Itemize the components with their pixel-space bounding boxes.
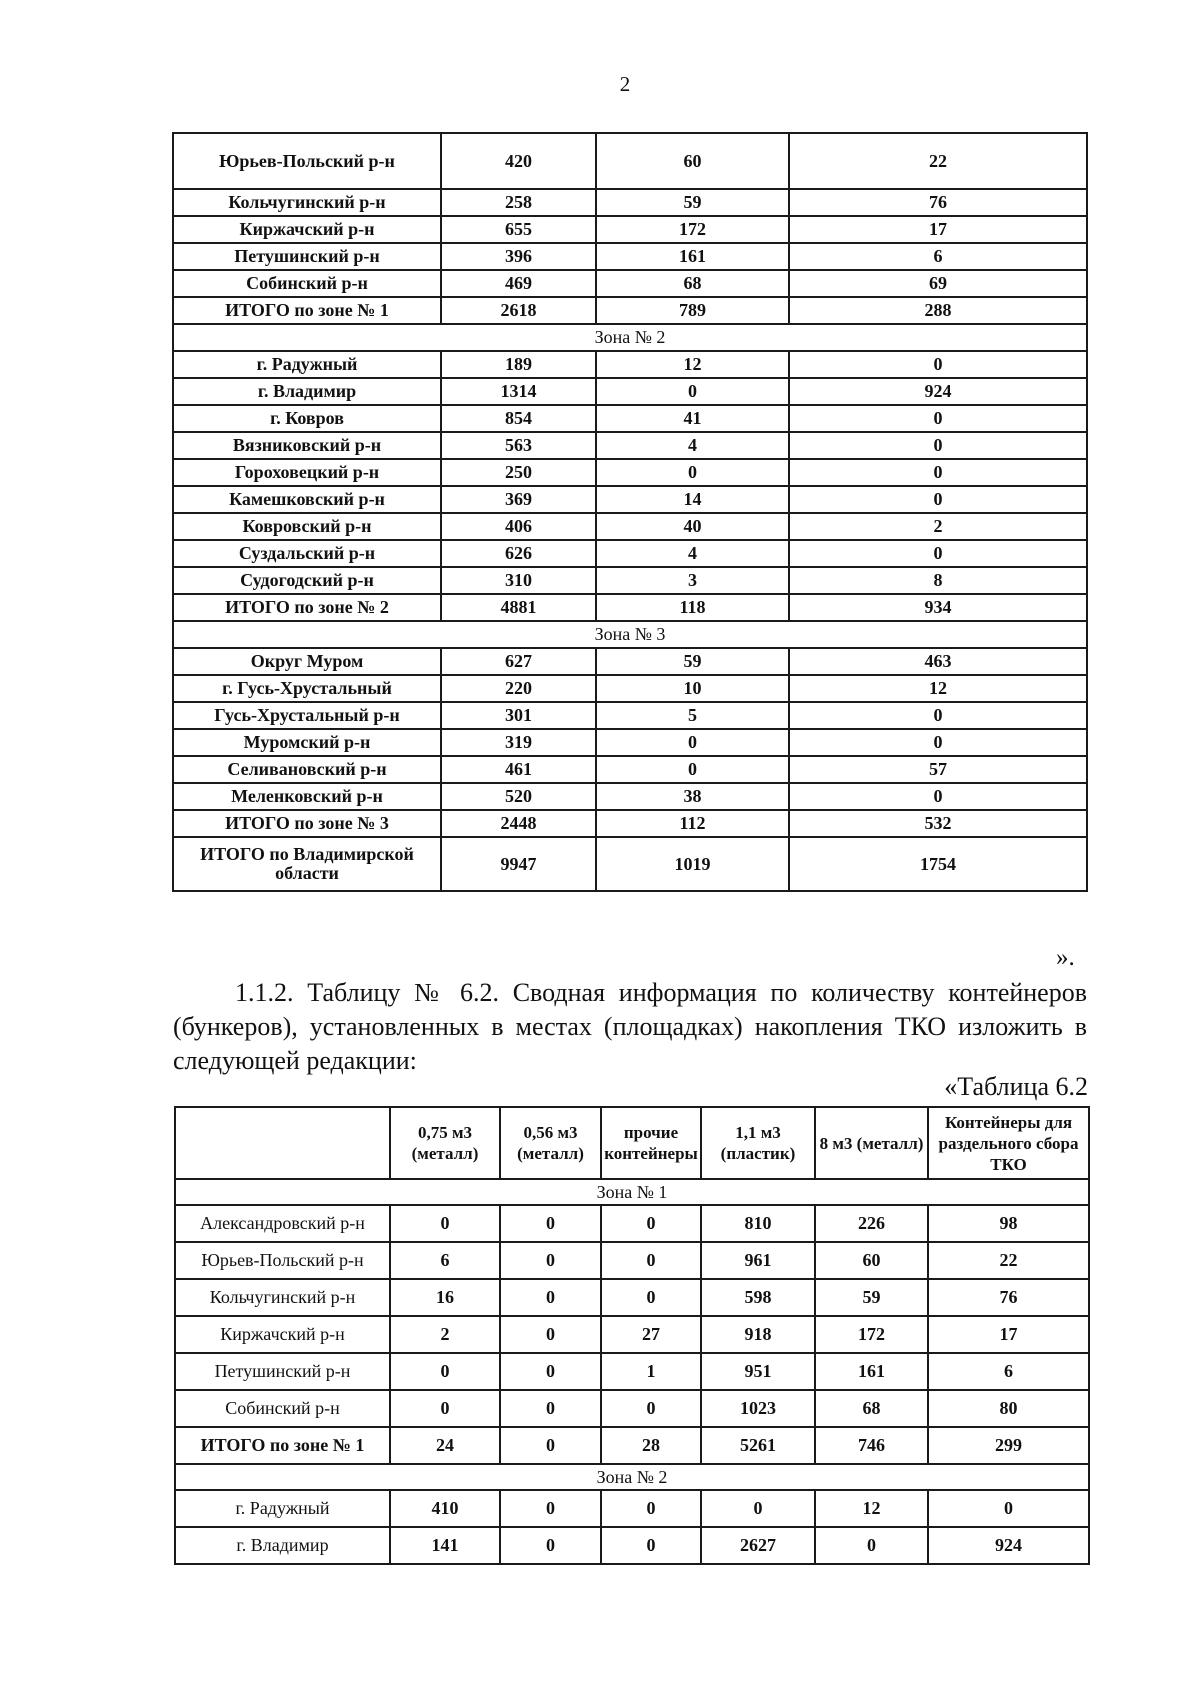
district-name-cell: Юрьев-Польский р-н (173, 133, 441, 189)
table-row (173, 378, 1087, 405)
value-cell: 627 (441, 648, 596, 675)
table-row (173, 189, 1087, 216)
value-cell: 40 (596, 513, 789, 540)
value-cell: 59 (815, 1279, 928, 1316)
table-row (173, 513, 1087, 540)
district-name-cell: Селивановский р-н (173, 756, 441, 783)
zone-label: Зона № 2 (173, 324, 1087, 351)
value-cell: 520 (441, 783, 596, 810)
amendment-text: 1.1.2. Таблицу № 6.2. Сводная информация по количеству контейнеров (бункеров), установленных в местах (площадках) накопления ТКО изложить в следующей редакции: (173, 978, 1087, 1075)
value-cell: 3 (596, 567, 789, 594)
value-cell: 0 (500, 1205, 601, 1242)
value-cell: 2 (390, 1316, 500, 1353)
value-cell: 310 (441, 567, 596, 594)
value-cell: 746 (815, 1427, 928, 1464)
value-cell: 406 (441, 513, 596, 540)
value-cell: 68 (596, 270, 789, 297)
value-cell: 0 (928, 1490, 1089, 1527)
zone-label: Зона № 3 (173, 621, 1087, 648)
value-cell: 410 (390, 1490, 500, 1527)
value-cell: 1023 (701, 1390, 815, 1427)
value-cell: 68 (815, 1390, 928, 1427)
value-cell: 0 (789, 783, 1087, 810)
value-cell: 0 (789, 432, 1087, 459)
column-header (175, 1107, 390, 1179)
value-cell: 420 (441, 133, 596, 189)
table-row (173, 486, 1087, 513)
value-cell: 0 (390, 1353, 500, 1390)
value-cell: 17 (928, 1316, 1089, 1353)
containers-table-header (175, 1107, 1089, 1179)
column-header: 8 м3 (металл) (815, 1107, 928, 1179)
table-row (173, 459, 1087, 486)
value-cell: 301 (441, 702, 596, 729)
district-name-cell: Вязниковский р-н (173, 432, 441, 459)
total-row (173, 594, 1087, 621)
district-name-cell: Кольчугинский р-н (173, 189, 441, 216)
table-caption: «Таблица 6.2 (944, 1072, 1088, 1101)
value-cell: 0 (789, 702, 1087, 729)
closing-quote: ». (1056, 944, 1075, 971)
value-cell: 0 (500, 1242, 601, 1279)
value-cell: 112 (596, 810, 789, 837)
value-cell: 1019 (596, 837, 789, 891)
value-cell: 854 (441, 405, 596, 432)
value-cell: 934 (789, 594, 1087, 621)
district-name-cell: Гусь-Хрустальный р-н (173, 702, 441, 729)
table-row (173, 270, 1087, 297)
district-name-cell: Судогодский р-н (173, 567, 441, 594)
value-cell: 1314 (441, 378, 596, 405)
value-cell: 4 (596, 432, 789, 459)
district-name-cell: Петушинский р-н (175, 1353, 390, 1390)
value-cell: 60 (596, 133, 789, 189)
value-cell: 0 (390, 1390, 500, 1427)
value-cell: 0 (596, 756, 789, 783)
table-row (175, 1390, 1089, 1427)
value-cell: 6 (928, 1353, 1089, 1390)
district-name-cell: Камешковский р-н (173, 486, 441, 513)
district-name-cell: Петушинский р-н (173, 243, 441, 270)
table-row (173, 756, 1087, 783)
table-row (175, 1353, 1089, 1390)
value-cell: 24 (390, 1427, 500, 1464)
value-cell: 189 (441, 351, 596, 378)
value-cell: 22 (928, 1242, 1089, 1279)
district-name-cell: ИТОГО по зоне № 1 (173, 297, 441, 324)
value-cell: 9947 (441, 837, 596, 891)
value-cell: 76 (928, 1279, 1089, 1316)
district-name-cell: Округ Муром (173, 648, 441, 675)
value-cell: 0 (596, 459, 789, 486)
value-cell: 59 (596, 648, 789, 675)
district-name-cell: Ковровский р-н (173, 513, 441, 540)
value-cell: 118 (596, 594, 789, 621)
table-row (173, 540, 1087, 567)
value-cell: 532 (789, 810, 1087, 837)
value-cell: 0 (789, 351, 1087, 378)
value-cell: 0 (815, 1527, 928, 1564)
value-cell: 60 (815, 1242, 928, 1279)
table-row (173, 216, 1087, 243)
value-cell: 461 (441, 756, 596, 783)
table-row (173, 405, 1087, 432)
district-name-cell: Александровский р-н (175, 1205, 390, 1242)
value-cell: 924 (789, 378, 1087, 405)
table-row (173, 243, 1087, 270)
table-row (175, 1316, 1089, 1353)
value-cell: 463 (789, 648, 1087, 675)
total-row (175, 1427, 1089, 1464)
district-name-cell: Кольчугинский р-н (175, 1279, 390, 1316)
value-cell: 0 (500, 1353, 601, 1390)
value-cell: 28 (601, 1427, 701, 1464)
value-cell: 655 (441, 216, 596, 243)
value-cell: 14 (596, 486, 789, 513)
value-cell: 10 (596, 675, 789, 702)
table-row (173, 351, 1087, 378)
value-cell: 299 (928, 1427, 1089, 1464)
value-cell: 6 (789, 243, 1087, 270)
value-cell: 918 (701, 1316, 815, 1353)
value-cell: 161 (815, 1353, 928, 1390)
value-cell: 12 (815, 1490, 928, 1527)
value-cell: 6 (390, 1242, 500, 1279)
value-cell: 288 (789, 297, 1087, 324)
value-cell: 0 (601, 1205, 701, 1242)
district-name-cell: г. Владимир (175, 1527, 390, 1564)
value-cell: 0 (789, 459, 1087, 486)
value-cell: 0 (601, 1279, 701, 1316)
district-name-cell: Меленковский р-н (173, 783, 441, 810)
value-cell: 0 (500, 1427, 601, 1464)
value-cell: 924 (928, 1527, 1089, 1564)
district-name-cell: ИТОГО по зоне № 3 (173, 810, 441, 837)
table-row (173, 567, 1087, 594)
value-cell: 161 (596, 243, 789, 270)
value-cell: 810 (701, 1205, 815, 1242)
value-cell: 626 (441, 540, 596, 567)
district-name-cell: Киржачский р-н (175, 1316, 390, 1353)
district-name-cell: Муромский р-н (173, 729, 441, 756)
value-cell: 951 (701, 1353, 815, 1390)
table-row (173, 729, 1087, 756)
value-cell: 0 (500, 1490, 601, 1527)
value-cell: 0 (789, 540, 1087, 567)
zone-label: Зона № 1 (175, 1179, 1089, 1205)
district-name-cell: ИТОГО по зоне № 2 (173, 594, 441, 621)
district-name-cell: Киржачский р-н (173, 216, 441, 243)
value-cell: 226 (815, 1205, 928, 1242)
total-row (173, 837, 1087, 891)
table-row (173, 702, 1087, 729)
district-name-cell: Суздальский р-н (173, 540, 441, 567)
table-row (175, 1205, 1089, 1242)
value-cell: 396 (441, 243, 596, 270)
zone-header-row (175, 1179, 1089, 1205)
value-cell: 5261 (701, 1427, 815, 1464)
total-row (173, 297, 1087, 324)
district-name-cell: г. Гусь-Хрустальный (173, 675, 441, 702)
value-cell: 563 (441, 432, 596, 459)
district-totals-table (172, 132, 1088, 892)
zone-header-row (173, 324, 1087, 351)
value-cell: 8 (789, 567, 1087, 594)
table-row (175, 1527, 1089, 1564)
value-cell: 0 (789, 729, 1087, 756)
value-cell: 57 (789, 756, 1087, 783)
value-cell: 2 (789, 513, 1087, 540)
containers-table-body (175, 1179, 1089, 1564)
value-cell: 220 (441, 675, 596, 702)
value-cell: 598 (701, 1279, 815, 1316)
value-cell: 80 (928, 1390, 1089, 1427)
district-name-cell: Собинский р-н (175, 1390, 390, 1427)
value-cell: 789 (596, 297, 789, 324)
value-cell: 22 (789, 133, 1087, 189)
value-cell: 76 (789, 189, 1087, 216)
value-cell: 59 (596, 189, 789, 216)
value-cell: 0 (596, 378, 789, 405)
value-cell: 0 (789, 486, 1087, 513)
value-cell: 38 (596, 783, 789, 810)
value-cell: 0 (596, 729, 789, 756)
district-name-cell: Гороховецкий р-н (173, 459, 441, 486)
table-row (173, 675, 1087, 702)
value-cell: 172 (596, 216, 789, 243)
table-row (173, 783, 1087, 810)
amendment-paragraph (173, 976, 1087, 1078)
value-cell: 1 (601, 1353, 701, 1390)
district-name-cell: Собинский р-н (173, 270, 441, 297)
column-header: Контейнеры для раздельного сбора ТКО (928, 1107, 1089, 1179)
table-row (175, 1242, 1089, 1279)
page-number: 2 (619, 72, 631, 96)
district-name-cell: г. Ковров (173, 405, 441, 432)
value-cell: 250 (441, 459, 596, 486)
value-cell: 2448 (441, 810, 596, 837)
value-cell: 0 (789, 405, 1087, 432)
district-name-cell: г. Владимир (173, 378, 441, 405)
value-cell: 0 (601, 1242, 701, 1279)
value-cell: 0 (500, 1390, 601, 1427)
district-totals-table-body (173, 133, 1087, 891)
column-header: прочие контейнеры (601, 1107, 701, 1179)
district-name-cell: Юрьев-Польский р-н (175, 1242, 390, 1279)
value-cell: 16 (390, 1279, 500, 1316)
value-cell: 141 (390, 1527, 500, 1564)
value-cell: 12 (789, 675, 1087, 702)
value-cell: 961 (701, 1242, 815, 1279)
value-cell: 319 (441, 729, 596, 756)
total-row (173, 810, 1087, 837)
value-cell: 172 (815, 1316, 928, 1353)
value-cell: 4 (596, 540, 789, 567)
value-cell: 4881 (441, 594, 596, 621)
column-header: 0,75 м3 (металл) (390, 1107, 500, 1179)
value-cell: 469 (441, 270, 596, 297)
value-cell: 0 (500, 1279, 601, 1316)
value-cell: 69 (789, 270, 1087, 297)
table-row (175, 1279, 1089, 1316)
value-cell: 12 (596, 351, 789, 378)
district-name-cell: ИТОГО по Владимирской области (173, 837, 441, 891)
district-name-cell: ИТОГО по зоне № 1 (175, 1427, 390, 1464)
table-row (173, 432, 1087, 459)
value-cell: 0 (500, 1316, 601, 1353)
zone-header-row (173, 621, 1087, 648)
zone-header-row (175, 1464, 1089, 1490)
value-cell: 0 (701, 1490, 815, 1527)
district-name-cell: г. Радужный (175, 1490, 390, 1527)
value-cell: 258 (441, 189, 596, 216)
value-cell: 2627 (701, 1527, 815, 1564)
table-row (173, 133, 1087, 189)
table-row (175, 1490, 1089, 1527)
zone-label: Зона № 2 (175, 1464, 1089, 1490)
value-cell: 17 (789, 216, 1087, 243)
value-cell: 369 (441, 486, 596, 513)
value-cell: 0 (390, 1205, 500, 1242)
column-header: 1,1 м3 (пластик) (701, 1107, 815, 1179)
value-cell: 0 (601, 1527, 701, 1564)
table-row (173, 648, 1087, 675)
containers-table (174, 1106, 1090, 1565)
value-cell: 5 (596, 702, 789, 729)
value-cell: 41 (596, 405, 789, 432)
column-header: 0,56 м3 (металл) (500, 1107, 601, 1179)
district-name-cell: г. Радужный (173, 351, 441, 378)
value-cell: 0 (601, 1390, 701, 1427)
value-cell: 0 (601, 1490, 701, 1527)
value-cell: 2618 (441, 297, 596, 324)
value-cell: 1754 (789, 837, 1087, 891)
value-cell: 27 (601, 1316, 701, 1353)
value-cell: 98 (928, 1205, 1089, 1242)
value-cell: 0 (500, 1527, 601, 1564)
